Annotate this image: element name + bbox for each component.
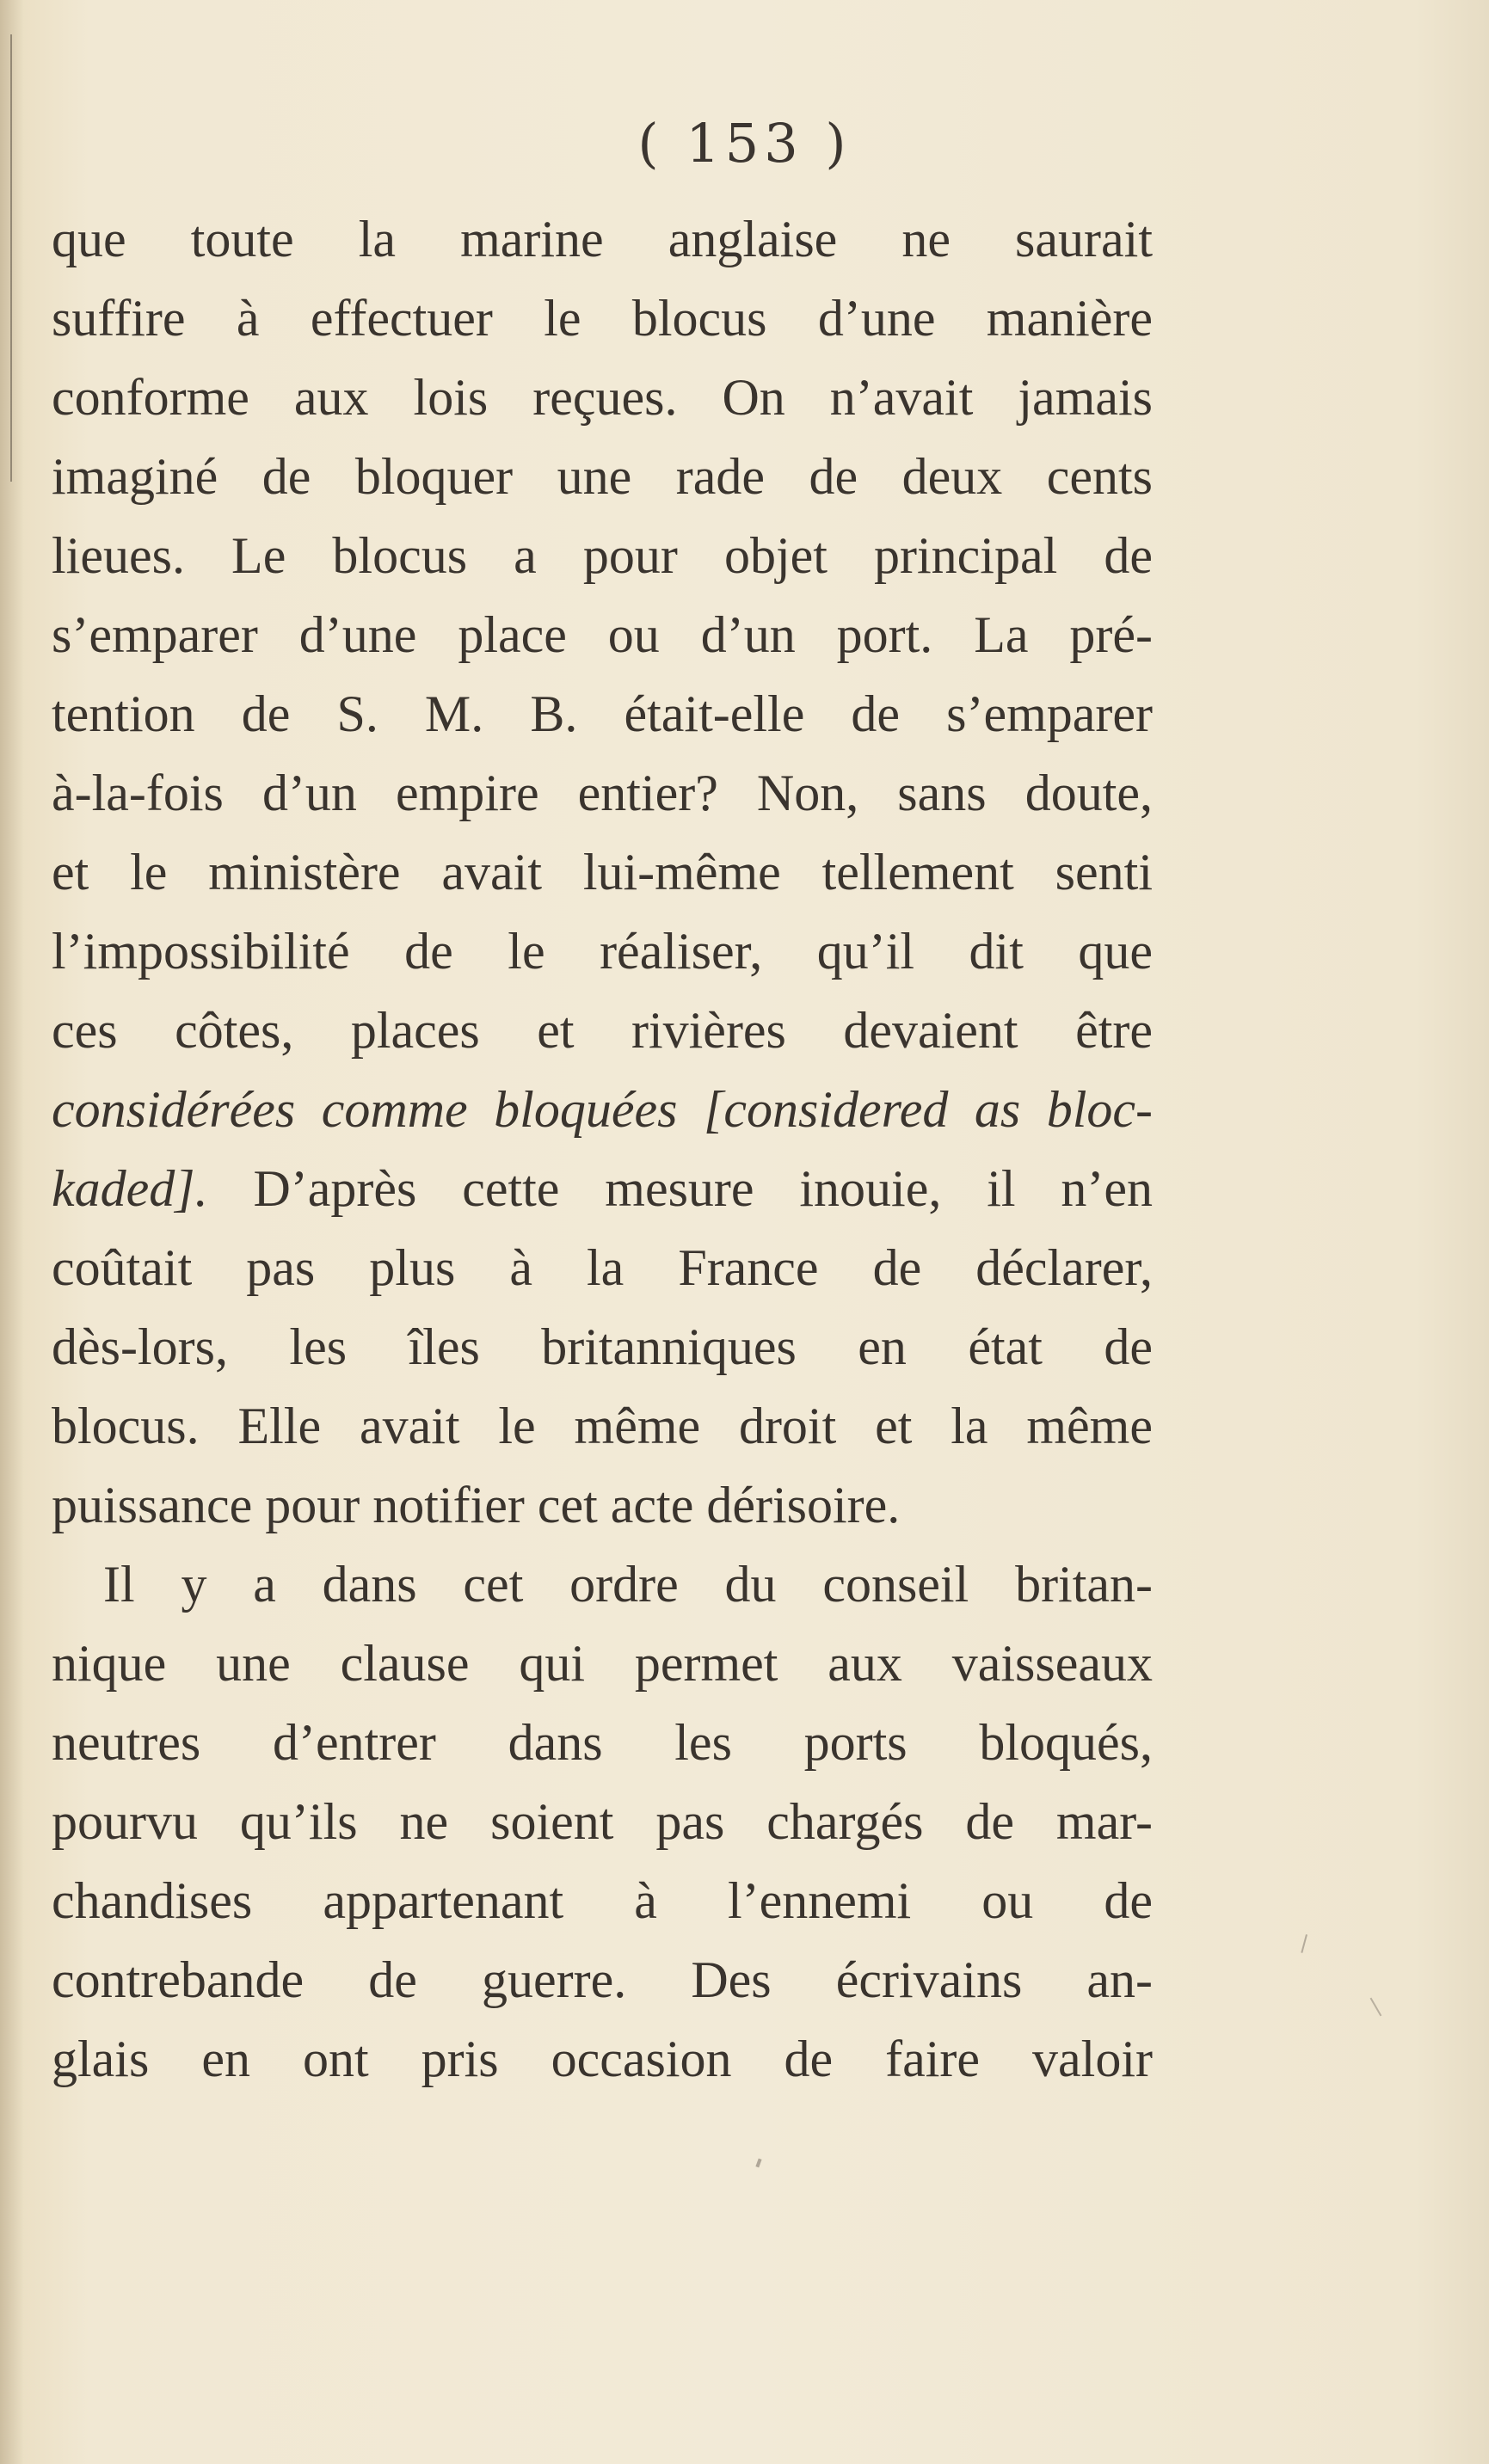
body-text — [52, 200, 1153, 2098]
text-line: et le ministère avait lui-même tellement senti — [52, 844, 1153, 900]
text-line: ces côtes, places et rivières devaient être — [52, 1002, 1153, 1059]
text-line: dès-lors, les îles britanniques en état de — [52, 1318, 1153, 1375]
text-line: contrebande de guerre. Des écrivains an- — [52, 1951, 1153, 2008]
text-line: conforme aux lois reçues. On n’avait jamais — [52, 369, 1153, 426]
text-line: neutres d’entrer dans les ports bloqués, — [52, 1714, 1153, 1771]
text-line: tention de S. M. B. était-elle de s’emparer — [52, 685, 1153, 742]
text-line: blocus. Elle avait le même droit et la même — [52, 1398, 1153, 1454]
pencil-mark — [1301, 1934, 1314, 1955]
text-line: l’impossibilité de le réaliser, qu’il dit que — [52, 923, 1153, 980]
text-line: puissance pour notifier cet acte dérisoire. — [52, 1477, 901, 1533]
text-line: chandises appartenant à l’ennemi ou de — [52, 1872, 1153, 1929]
pencil-mark — [1370, 1995, 1387, 2017]
text-line: glais en ont pris occasion de faire valoir — [52, 2031, 1153, 2087]
page-number: ( 153 ) — [637, 112, 852, 175]
text-line: s’emparer d’une place ou d’un port. La pré- — [52, 606, 1153, 663]
binding-edge-line — [10, 34, 12, 482]
italic-text: kaded]. — [52, 1160, 208, 1217]
text-line-italic — [52, 1070, 1153, 1149]
text-line: nique une clause qui permet aux vaisseaux — [52, 1635, 1153, 1692]
text-line: Il y a dans cet ordre du conseil britan- — [103, 1556, 1153, 1613]
text-line: suffire à effectuer le blocus d’une manière — [52, 290, 1153, 347]
text-line: coûtait pas plus à la France de déclarer, — [52, 1239, 1153, 1296]
italic-text: considérées comme bloquées [considered as bloc- — [52, 1081, 1153, 1138]
text-line: imaginé de bloquer une rade de deux cents — [52, 448, 1153, 505]
text-line-mixed — [52, 1149, 1153, 1228]
text-span: D’après cette mesure inouie, il n’en — [207, 1160, 1153, 1217]
binding-shadow — [0, 0, 24, 2464]
text-line: à-la-fois d’un empire entier? Non, sans doute, — [52, 765, 1153, 821]
text-line: que toute la marine anglaise ne saurait — [52, 211, 1153, 267]
text-line: pourvu qu’ils ne soient pas chargés de mar- — [52, 1793, 1153, 1850]
paper-speck — [755, 2159, 761, 2168]
text-line: lieues. Le blocus a pour objet principal de — [52, 527, 1153, 584]
